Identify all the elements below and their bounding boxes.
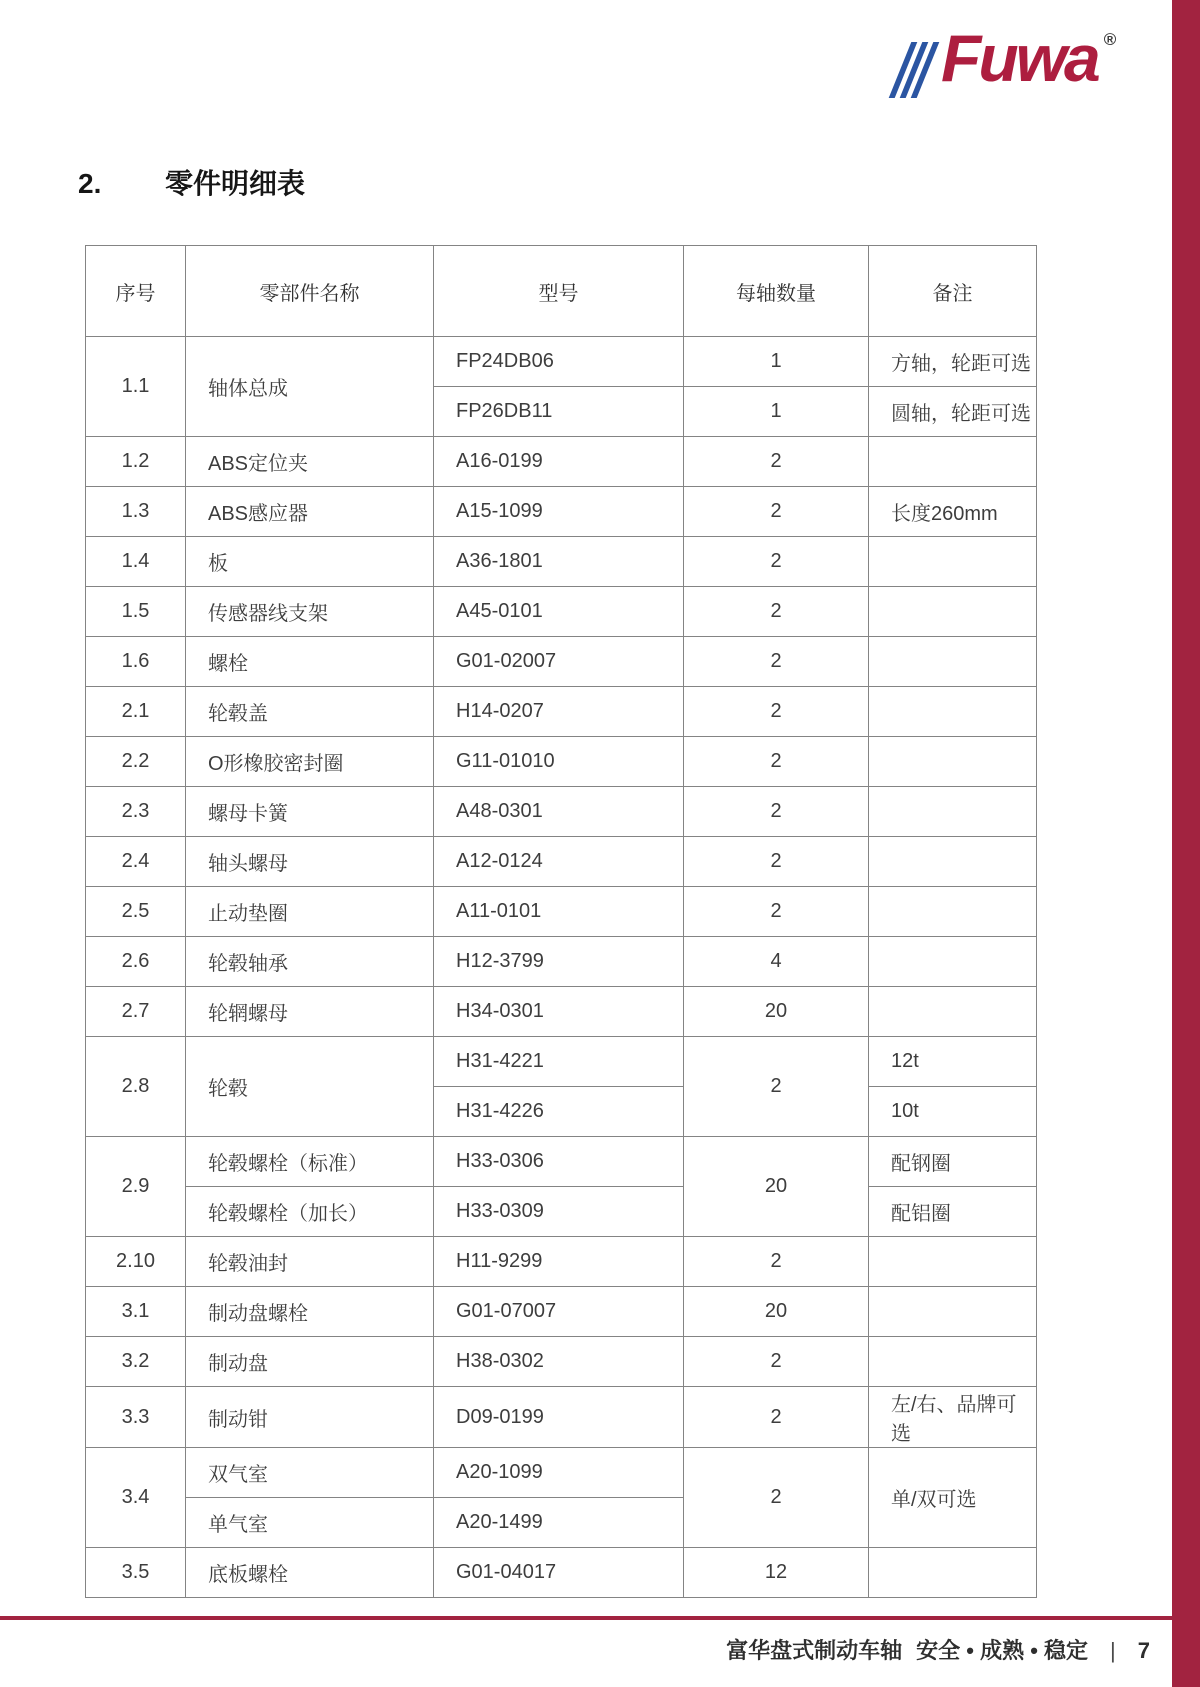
logo-slashes-icon <box>900 42 933 98</box>
table-cell: H33-0309 <box>434 1187 684 1237</box>
table-cell: 2.5 <box>86 887 186 937</box>
table-cell: FP26DB11 <box>434 387 684 437</box>
table-cell: 2 <box>684 1448 869 1548</box>
table-cell <box>869 1548 1037 1598</box>
table-cell: 左/右、品牌可选 <box>869 1387 1037 1448</box>
table-cell: 2 <box>684 1337 869 1387</box>
table-cell: G11-01010 <box>434 737 684 787</box>
fuwa-logo <box>900 21 1117 98</box>
table-cell: A12-0124 <box>434 837 684 887</box>
footer-accent-line <box>0 1616 1172 1620</box>
table-row <box>86 1187 1037 1237</box>
table-cell: 制动盘螺栓 <box>186 1287 434 1337</box>
table-row <box>86 337 1037 387</box>
table-cell: 12 <box>684 1548 869 1598</box>
table-cell: 1 <box>684 337 869 387</box>
table-cell <box>869 437 1037 487</box>
table-cell: A48-0301 <box>434 787 684 837</box>
table-cell: 3.5 <box>86 1548 186 1598</box>
table-cell: 2 <box>684 537 869 587</box>
table-cell <box>869 1287 1037 1337</box>
table-cell: ABS定位夹 <box>186 437 434 487</box>
table-cell: 单/双可选 <box>869 1448 1037 1548</box>
table-cell: 轴体总成 <box>186 337 434 437</box>
table-cell: A15-1099 <box>434 487 684 537</box>
table-cell: 2.4 <box>86 837 186 887</box>
table-cell: 20 <box>684 987 869 1037</box>
table-cell: 20 <box>684 1137 869 1237</box>
table-cell: 1.6 <box>86 637 186 687</box>
table-cell: H11-9299 <box>434 1237 684 1287</box>
table-cell: 2 <box>684 887 869 937</box>
table-cell <box>869 987 1037 1037</box>
table-cell: FP24DB06 <box>434 337 684 387</box>
table-cell: A36-1801 <box>434 537 684 587</box>
table-cell: 配钢圈 <box>869 1137 1037 1187</box>
table-cell: 方轴，轮距可选 <box>869 337 1037 387</box>
column-header: 备注 <box>869 246 1037 337</box>
table-cell <box>869 637 1037 687</box>
table-row <box>86 937 1037 987</box>
table-row <box>86 1337 1037 1387</box>
table-cell: 圆轴，轮距可选 <box>869 387 1037 437</box>
table-cell: A16-0199 <box>434 437 684 487</box>
table-cell: 单气室 <box>186 1498 434 1548</box>
table-cell: 2.3 <box>86 787 186 837</box>
table-cell: 轮毂轴承 <box>186 937 434 987</box>
table-row <box>86 1037 1037 1087</box>
table-cell: 轴头螺母 <box>186 837 434 887</box>
table-cell: ABS感应器 <box>186 487 434 537</box>
table-cell: G01-02007 <box>434 637 684 687</box>
parts-table <box>85 245 1037 1598</box>
table-cell: 2 <box>684 487 869 537</box>
table-cell: D09-0199 <box>434 1387 684 1448</box>
table-cell: 2.10 <box>86 1237 186 1287</box>
page-footer <box>726 1634 1150 1665</box>
table-cell: 2 <box>684 787 869 837</box>
table-cell: 板 <box>186 537 434 587</box>
table-cell: H34-0301 <box>434 987 684 1037</box>
table-cell <box>869 687 1037 737</box>
table-cell: A20-1499 <box>434 1498 684 1548</box>
table-cell: 2 <box>684 1387 869 1448</box>
table-cell: 2 <box>684 637 869 687</box>
table-cell: 螺母卡簧 <box>186 787 434 837</box>
table-row <box>86 1137 1037 1187</box>
table-cell <box>869 587 1037 637</box>
table-cell: 1.3 <box>86 487 186 537</box>
column-header: 序号 <box>86 246 186 337</box>
table-cell: 轮毂螺栓（加长） <box>186 1187 434 1237</box>
table-cell: 20 <box>684 1287 869 1337</box>
table-cell <box>869 1337 1037 1387</box>
table-row <box>86 837 1037 887</box>
table-row <box>86 987 1037 1037</box>
column-header: 零部件名称 <box>186 246 434 337</box>
table-cell: G01-07007 <box>434 1287 684 1337</box>
table-cell: 传感器线支架 <box>186 587 434 637</box>
table-cell: H12-3799 <box>434 937 684 987</box>
table-cell: 2.8 <box>86 1037 186 1137</box>
table-cell: 1.2 <box>86 437 186 487</box>
column-header: 每轴数量 <box>684 246 869 337</box>
footer-slogan: 安全 • 成熟 • 稳定 <box>916 1638 1089 1663</box>
table-cell: 2 <box>684 587 869 637</box>
table-cell: H14-0207 <box>434 687 684 737</box>
table-cell: 2.7 <box>86 987 186 1037</box>
table-cell: A11-0101 <box>434 887 684 937</box>
table-row <box>86 537 1037 587</box>
table-cell: 轮辋螺母 <box>186 987 434 1037</box>
table-cell: 2.6 <box>86 937 186 987</box>
table-cell: 配铝圈 <box>869 1187 1037 1237</box>
table-cell: H31-4221 <box>434 1037 684 1087</box>
table-row <box>86 587 1037 637</box>
table-cell: 2.1 <box>86 687 186 737</box>
table-cell: H33-0306 <box>434 1137 684 1187</box>
table-cell: 3.1 <box>86 1287 186 1337</box>
table-cell: 3.4 <box>86 1448 186 1548</box>
table-cell: 2 <box>684 1037 869 1137</box>
footer-page-number: 7 <box>1137 1638 1150 1663</box>
table-row <box>86 1237 1037 1287</box>
section-title-text: 零件明细表 <box>165 168 306 199</box>
table-row <box>86 437 1037 487</box>
table-cell: H31-4226 <box>434 1087 684 1137</box>
table-cell <box>869 737 1037 787</box>
table-cell: 底板螺栓 <box>186 1548 434 1598</box>
table-cell <box>869 537 1037 587</box>
table-cell: 轮毂盖 <box>186 687 434 737</box>
table-cell: 制动盘 <box>186 1337 434 1387</box>
table-row <box>86 487 1037 537</box>
table-row <box>86 1387 1037 1448</box>
table-cell: 12t <box>869 1037 1037 1087</box>
table-cell: 2.2 <box>86 737 186 787</box>
table-cell: 1 <box>684 387 869 437</box>
table-cell: 2 <box>684 437 869 487</box>
table-cell <box>869 837 1037 887</box>
table-cell: A20-1099 <box>434 1448 684 1498</box>
table-cell: G01-04017 <box>434 1548 684 1598</box>
footer-product-line: 富华盘式制动车轴 <box>726 1638 903 1663</box>
table-cell: 长度260mm <box>869 487 1037 537</box>
table-cell: 1.1 <box>86 337 186 437</box>
table-cell: 2 <box>684 737 869 787</box>
page-edge-accent-bar <box>1172 0 1200 1687</box>
table-cell: 螺栓 <box>186 637 434 687</box>
table-cell: 1.4 <box>86 537 186 587</box>
registered-trademark-icon: ® <box>1103 30 1117 49</box>
footer-separator: | <box>1110 1638 1116 1663</box>
table-cell: 轮毂螺栓（标准） <box>186 1137 434 1187</box>
table-cell: 2 <box>684 1237 869 1287</box>
table-cell: 2 <box>684 837 869 887</box>
table-cell: O形橡胶密封圈 <box>186 737 434 787</box>
section-number: 2. <box>78 168 102 199</box>
table-cell: H38-0302 <box>434 1337 684 1387</box>
column-header: 型号 <box>434 246 684 337</box>
section-title <box>78 162 305 202</box>
table-cell <box>869 1237 1037 1287</box>
table-cell <box>869 787 1037 837</box>
table-row <box>86 737 1037 787</box>
table-cell <box>869 937 1037 987</box>
table-row <box>86 1287 1037 1337</box>
table-cell: 1.5 <box>86 587 186 637</box>
logo-brand-text: Fuwa <box>941 21 1098 95</box>
table-cell: 2 <box>684 687 869 737</box>
table-cell: 3.3 <box>86 1387 186 1448</box>
table-cell: 2.9 <box>86 1137 186 1237</box>
table-cell: 双气室 <box>186 1448 434 1498</box>
table-header-row <box>86 246 1037 337</box>
table-row <box>86 687 1037 737</box>
table-row <box>86 1448 1037 1498</box>
table-cell: 止动垫圈 <box>186 887 434 937</box>
table-cell: 4 <box>684 937 869 987</box>
table-row <box>86 787 1037 837</box>
table-row <box>86 637 1037 687</box>
table-cell: 3.2 <box>86 1337 186 1387</box>
table-row <box>86 1548 1037 1598</box>
table-cell: A45-0101 <box>434 587 684 637</box>
table-cell: 10t <box>869 1087 1037 1137</box>
table-cell <box>869 887 1037 937</box>
table-row <box>86 887 1037 937</box>
table-cell: 轮毂油封 <box>186 1237 434 1287</box>
table-cell: 轮毂 <box>186 1037 434 1137</box>
table-cell: 制动钳 <box>186 1387 434 1448</box>
